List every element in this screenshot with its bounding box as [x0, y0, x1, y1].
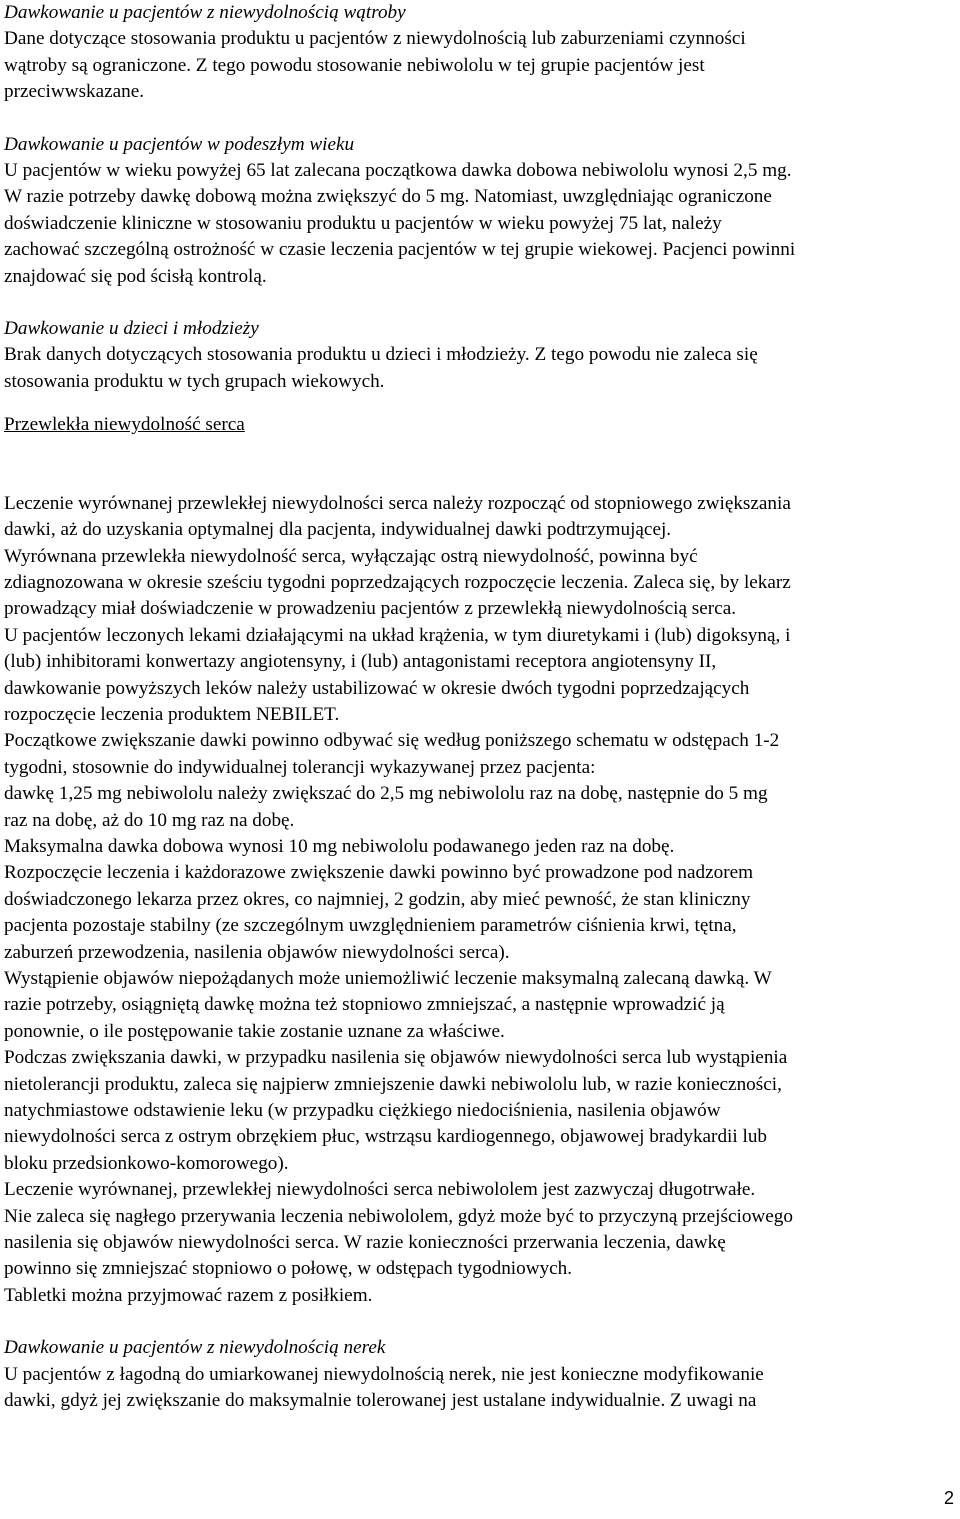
heart-failure-paragraph: Leczenie wyrównanej, przewlekłej niewydolności serca nebiwololem jest zazwyczaj długotrwałe.: [4, 1179, 756, 1201]
heart-failure-paragraph: Wystąpienie objawów niepożądanych może uniemożliwić leczenie maksymalną zalecaną dawką. W razie potrzeby, osiągniętą dawkę można też stopniowo zmniejszać, a następnie wprowadzić ją ponownie, o ile postępowanie takie zostanie uznane za właściwe.: [4, 968, 772, 1042]
kidney-dosing-text: U pacjentów z łagodną do umiarkowanej niewydolnością nerek, nie jest konieczne modyfikowanie dawki, gdyż jej zwiększanie do maksymalnie tolerowanej jest ustalane indywidualnie. Z uwagi na: [4, 1363, 764, 1412]
heart-failure-paragraph: Nie zaleca się nagłego przerywania leczenia nebiwololem, gdyż może być to przyczyną przejściowego nasilenia się objawów niewydolności serca. W razie konieczności przerwania leczenia, dawkę powinno się zmniejszać stopniowo o połowę, w odstępach tygodniowych.: [4, 1205, 793, 1280]
heart-failure-paragraph: Podczas zwiększania dawki, w przypadku nasilenia się objawów niewydolności serca lub wystąpienia nietolerancji produktu, zaleca się najpierw zmniejszenie dawki nebiwololu lub, w razie konieczności, natychmiastowe odstawienie leku (w przypadku ciężkiego niedociśnienia, nasilenia objawów niewydolności serca z ostrym obrzękiem płuc, wstrząsu kardiogennego, objawowej bradykardii lub bloku przedsionkowo-komorowego).: [4, 1047, 788, 1174]
heart-failure-paragraph: Tabletki można przyjmować razem z posiłkiem.: [4, 1284, 373, 1306]
heart-failure-paragraph: Wyrównana przewlekła niewydolność serca, wyłączając ostrą niewydolność, powinna być zdiagnozowana w okresie sześciu tygodni poprzedzających rozpoczęcie leczenia. Zaleca się, by lekarz prowadzący miał doświadczenie w prowadzeniu pacjentów z przewlekłą niewydolnością serca.: [4, 545, 791, 620]
heart-failure-paragraph: Rozpoczęcie leczenia i każdorazowe zwiększenie dawki powinno być prowadzone pod nadzorem doświadczonego lekarza przez okres, co najmniej, 2 godzin, aby mieć pewność, że stan kliniczny pacjenta pozostaje stabilny (ze szczególnym uwzględnieniem parametrów ciśnienia krwi, tętna, zaburzeń przewodzenia, nasilenia objawów niewydolności serca).: [4, 862, 754, 963]
heart-failure-heading: Przewlekła niewydolność serca: [4, 414, 245, 436]
heart-failure-paragraph: U pacjentów leczonych lekami działającymi na układ krążenia, w tym diuretykami i (lub) digoksyną, i (lub) inhibitorami konwertazy angiotensyny, i (lub) antagonistami receptora angiotensyny II, dawkowanie powyższych leków należy ustabilizować w okresie dwóch tygodni poprzedzających rozpoczęcie leczenia produktem NEBILET.: [4, 624, 791, 725]
heart-failure-paragraph: Leczenie wyrównanej przewlekłej niewydolności serca należy rozpocząć od stopniowego zwiększania dawki, aż do uzyskania optymalnej dla pacjenta, indywidualnej dawki podtrzymującej.: [4, 492, 791, 541]
elderly-dosing-heading: Dawkowanie u pacjentów w podeszłym wieku: [4, 133, 355, 155]
heart-failure-paragraph: Maksymalna dawka dobowa wynosi 10 mg nebiwololu podawanego jeden raz na dobę.: [4, 835, 675, 857]
children-dosing-heading: Dawkowanie u dzieci i młodzieży: [4, 318, 259, 340]
liver-dosing-text: Dane dotyczące stosowania produktu u pacjentów z niewydolnością lub zaburzeniami czynności wątroby są ograniczone. Z tego powodu stosowanie nebiwololu w tej grupie pacjentów jest przeciwwskazane.: [4, 28, 746, 103]
liver-dosing-heading: Dawkowanie u pacjentów z niewydolnością wątroby: [4, 2, 406, 23]
heart-failure-paragraph: dawkę 1,25 mg nebiwololu należy zwiększać do 2,5 mg nebiwololu raz na dobę, następnie do 5 mg raz na dobę, aż do 10 mg raz na dobę.: [4, 783, 768, 831]
page-number: 2: [943, 1488, 954, 1508]
kidney-dosing-heading: Dawkowanie u pacjentów z niewydolnością nerek: [4, 1337, 386, 1359]
heart-failure-paragraph: Początkowe zwiększanie dawki powinno odbywać się według poniższego schematu w odstępach 1-2 tygodni, stosownie do indywidualnej tolerancji wykazywanej przez pacjenta:: [4, 730, 780, 778]
document-page: [4, 0, 958, 1415]
children-dosing-text: Brak danych dotyczących stosowania produktu u dzieci i młodzieży. Z tego powodu nie zaleca się stosowania produktu w tych grupach wiekowych.: [4, 344, 758, 392]
elderly-dosing-text: U pacjentów w wieku powyżej 65 lat zalecana początkowa dawka dobowa nebiwololu wynosi 2,5 mg. W razie potrzeby dawkę dobową można zwiększyć do 5 mg. Natomiast, uwzględniając ograniczone doświadczenie kliniczne w stosowaniu produktu u pacjentów w wieku powyżej 75 lat, należy zachować szczególną ostrożność w czasie leczenia pacjentów w tej grupie wiekowej. Pacjenci powinni znajdować się pod ścisłą kontrolą.: [4, 160, 796, 287]
